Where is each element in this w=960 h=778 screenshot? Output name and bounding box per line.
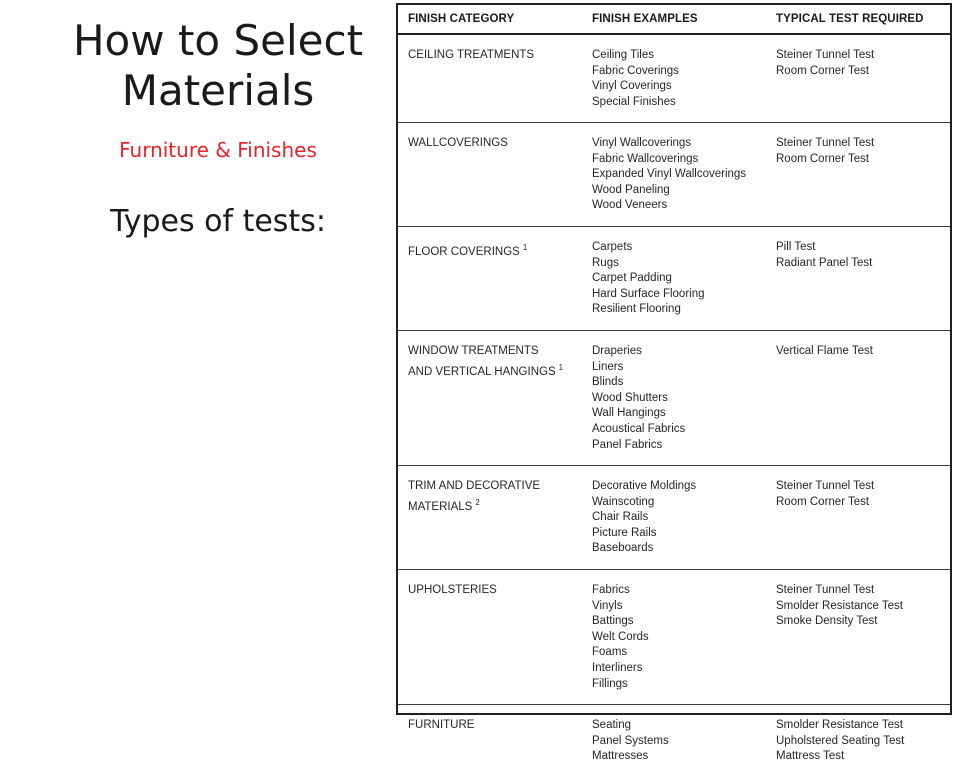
finish-example: Wood Paneling <box>592 183 670 196</box>
test-required: Mattress Test <box>776 750 845 763</box>
finish-example: Welt Cords <box>592 630 649 643</box>
cell-finish-examples <box>592 718 772 765</box>
finish-example: Wood Veneers <box>592 199 668 212</box>
test-required: Steiner Tunnel Test <box>776 584 875 596</box>
table-row <box>398 466 950 570</box>
slide-subtitle: Furniture & Finishes <box>119 138 317 162</box>
slide-title <box>20 16 416 117</box>
category-line: TRIM AND DECORATIVE <box>408 480 541 492</box>
cell-typical-test <box>776 48 946 79</box>
finish-example: Interliners <box>592 661 643 674</box>
finish-example: Carpet Padding <box>592 272 672 285</box>
header-finish-category: FINISH CATEGORY <box>408 13 515 25</box>
test-required: Steiner Tunnel Test <box>776 49 875 61</box>
finish-example: Ceiling Tiles <box>592 49 654 61</box>
test-required: Steiner Tunnel Test <box>776 137 875 149</box>
header-finish-examples: FINISH EXAMPLES <box>592 13 698 25</box>
finish-example: Wood Shutters <box>592 391 668 404</box>
footnote-marker: 1 <box>558 362 564 372</box>
table-row <box>398 331 950 466</box>
cell-typical-test <box>776 136 946 167</box>
cell-finish-examples <box>592 48 772 110</box>
finish-example: Baseboards <box>592 542 654 555</box>
category-line: CEILING TREATMENTS <box>408 49 535 61</box>
cell-finish-examples <box>592 136 772 214</box>
test-required: Smolder Resistance Test <box>776 599 903 612</box>
cell-typical-test <box>776 479 946 510</box>
finish-example: Resilient Flooring <box>592 303 681 316</box>
slide-title-line-2: Materials <box>121 66 315 116</box>
test-required: Smolder Resistance Test <box>776 719 903 731</box>
cell-finish-category <box>408 136 584 152</box>
category-line: FLOOR COVERINGS $^1$ <box>408 243 528 258</box>
finish-example: Picture Rails <box>592 526 657 539</box>
test-required: Room Corner Test <box>776 152 870 165</box>
footnote-marker: 1 <box>522 243 528 252</box>
cell-typical-test <box>776 718 946 765</box>
cell-typical-test <box>776 344 946 360</box>
table-row <box>398 705 950 778</box>
finish-example: Vinyl Wallcoverings <box>592 137 692 149</box>
finish-example: Wall Hangings <box>592 407 666 420</box>
finish-example: Fabric Wallcoverings <box>592 152 699 165</box>
finish-tests-table <box>396 3 952 763</box>
cell-finish-category <box>408 344 584 380</box>
finish-example: Seating <box>592 719 632 731</box>
category-line: FURNITURE <box>408 719 475 731</box>
finish-example: Rugs <box>592 256 619 269</box>
finish-example: Expanded Vinyl Wallcoverings <box>592 168 747 181</box>
cell-finish-examples <box>592 479 772 557</box>
finish-example: Special Finishes <box>592 95 676 108</box>
header-typical-test: TYPICAL TEST REQUIRED <box>776 13 924 25</box>
finish-example: Mattresses <box>592 750 649 763</box>
test-required: Upholstered Seating Test <box>776 734 905 747</box>
table-header <box>398 5 950 35</box>
finish-example: Fabrics <box>592 584 630 596</box>
cell-finish-examples <box>592 344 772 453</box>
finish-example: Vinyls <box>592 599 623 612</box>
finish-example: Panel Systems <box>592 734 669 747</box>
finish-example: Foams <box>592 646 628 659</box>
table-row <box>398 35 950 123</box>
finish-example: Battings <box>592 615 634 628</box>
slide-text-panel <box>0 0 436 720</box>
test-required: Smoke Density Test <box>776 615 878 628</box>
test-required: Vertical Flame Test <box>776 345 873 357</box>
cell-finish-category <box>408 718 584 734</box>
finish-example: Chair Rails <box>592 511 649 524</box>
test-required: Room Corner Test <box>776 64 870 77</box>
cell-finish-category <box>408 48 584 64</box>
finish-example: Hard Surface Flooring <box>592 287 705 300</box>
finish-example: Wainscoting <box>592 495 655 508</box>
cell-typical-test <box>776 583 946 630</box>
category-line: UPHOLSTERIES <box>408 584 497 596</box>
finish-example: Carpets <box>592 241 633 253</box>
finish-example: Fillings <box>592 677 628 690</box>
finish-example: Fabric Coverings <box>592 64 679 77</box>
table-row <box>398 227 950 331</box>
category-line: WALLCOVERINGS <box>408 137 508 149</box>
finish-example: Draperies <box>592 345 642 357</box>
cell-finish-category <box>408 479 584 515</box>
slide-title-line-1: How to Select <box>72 16 364 65</box>
test-required: Room Corner Test <box>776 495 870 508</box>
cell-finish-category <box>408 583 584 599</box>
finish-example: Acoustical Fabrics <box>592 422 686 435</box>
category-line: AND VERTICAL HANGINGS $^1$ <box>408 362 564 378</box>
table-row <box>398 123 950 227</box>
cell-finish-category <box>408 240 584 261</box>
cell-typical-test <box>776 240 946 271</box>
test-required: Pill Test <box>776 241 816 253</box>
tests-label: Types of tests: <box>110 204 326 239</box>
finish-example: Blinds <box>592 376 624 389</box>
test-required: Radiant Panel Test <box>776 256 873 269</box>
finish-example: Panel Fabrics <box>592 438 663 451</box>
category-line: WINDOW TREATMENTS <box>408 345 539 357</box>
finish-example: Vinyl Coverings <box>592 80 672 93</box>
finish-example: Decorative Moldings <box>592 480 697 492</box>
cell-finish-examples <box>592 240 772 318</box>
cell-finish-examples <box>592 583 772 692</box>
test-required: Steiner Tunnel Test <box>776 480 875 492</box>
category-line: MATERIALS $^2$ <box>408 497 480 513</box>
table-row <box>398 570 950 705</box>
finish-example: Liners <box>592 360 624 373</box>
footnote-marker: 2 <box>475 497 480 507</box>
